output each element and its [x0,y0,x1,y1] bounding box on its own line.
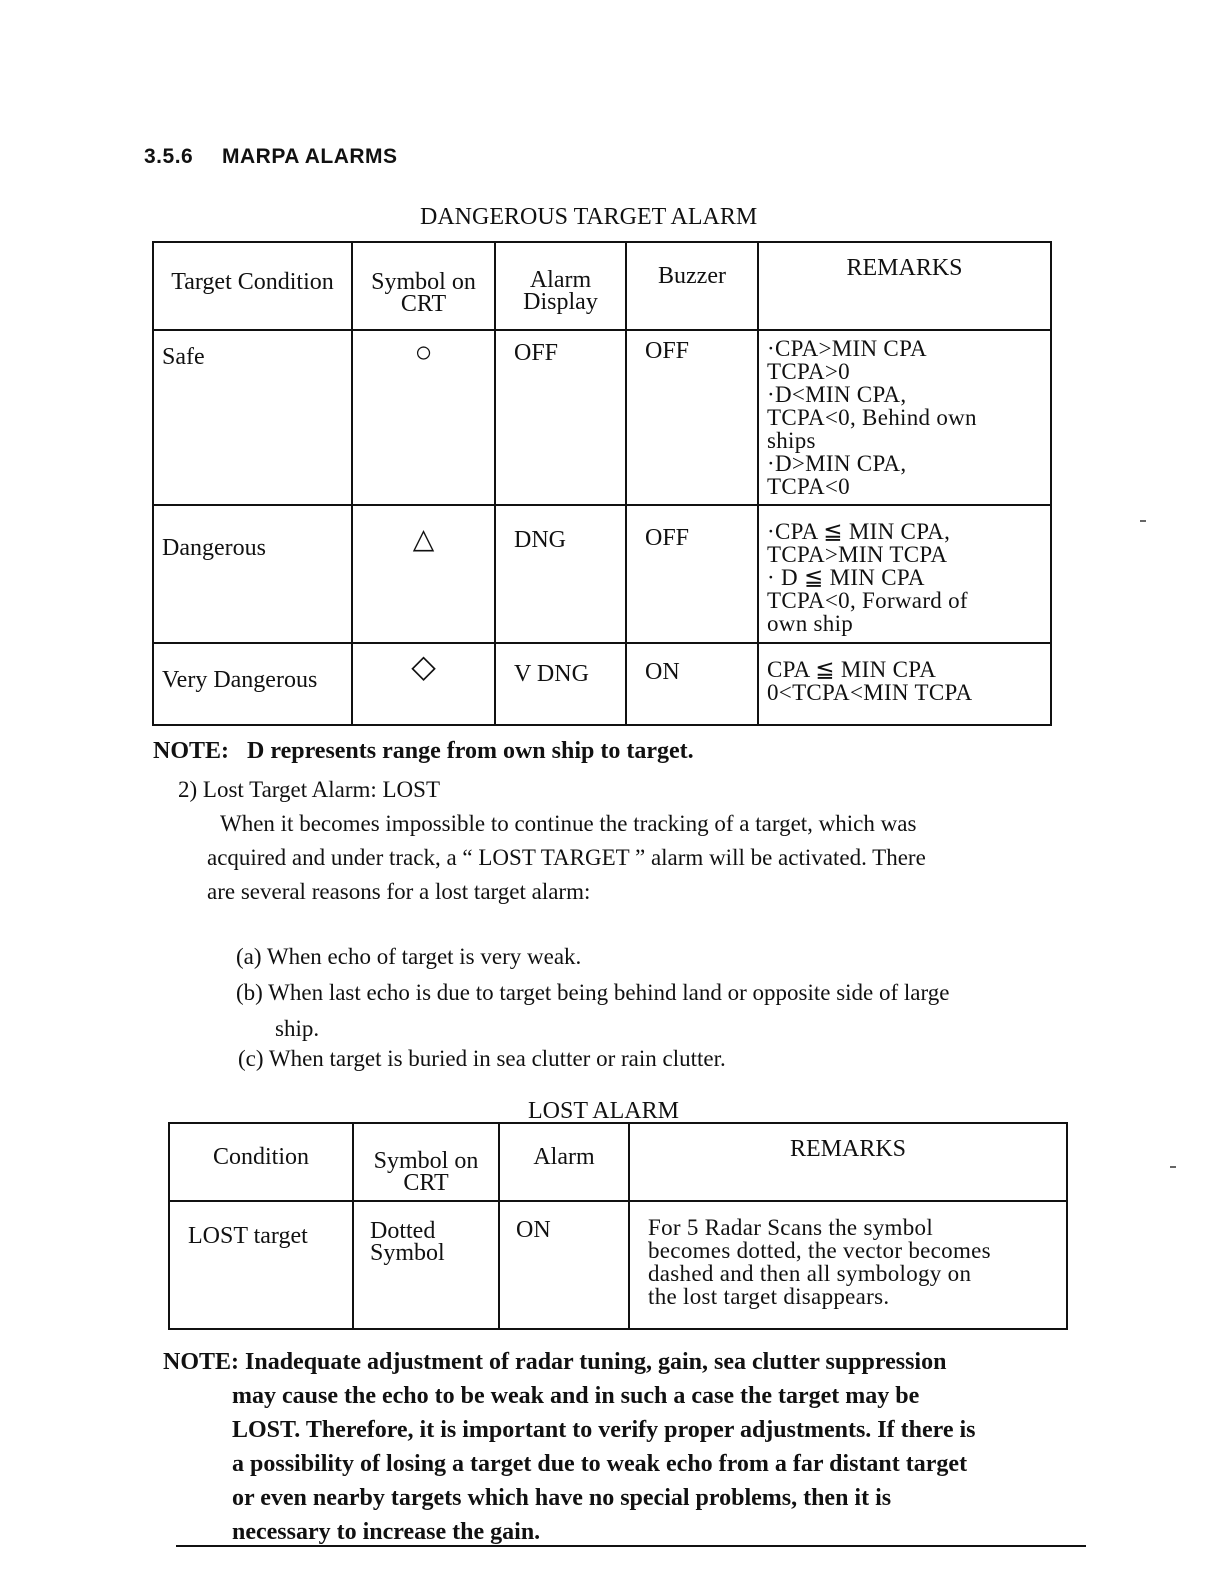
section-number: 3.5.6 [144,145,194,168]
note-text: D represents range from own ship to target. [247,738,694,764]
row-buzzer: OFF [626,330,758,505]
remark-line: ·CPA ≦ MIN CPA, [767,519,951,544]
remark-line: TCPA>MIN TCPA [767,542,948,567]
header-buzzer: Buzzer [626,242,758,330]
remark-line: ships [767,428,816,453]
header-symbol: Symbol on CRT [353,1123,499,1201]
lost-table-caption: LOST ALARM [528,1098,679,1124]
remark-line: ·CPA>MIN CPA [767,336,927,361]
row-alarm: DNG [495,505,626,643]
note-range [153,738,694,765]
header-target-condition: Target Condition [153,242,352,330]
remark-line: ·D<MIN CPA, [767,382,907,407]
row-alarm: V DNG [495,643,626,725]
paragraph-line: acquired and under track, a “ LOST TARGET ” alarm will be activated. There [207,845,926,870]
row-remarks [629,1201,1067,1329]
list-item: ship. [275,1016,320,1041]
header-condition: Condition [169,1123,353,1201]
circle-icon: ○ [352,330,495,505]
section-title: MARPA ALARMS [222,145,398,168]
scan-mark [1170,1166,1176,1168]
header-remarks: REMARKS [629,1123,1067,1201]
scan-mark [1140,520,1146,522]
note-line: a possibility of losing a target due to weak echo from a far distant target [232,1451,968,1477]
remark-line: CPA ≦ MIN CPA [767,657,937,682]
dangerous-table-caption: DANGEROUS TARGET ALARM [420,204,758,230]
remark-line: TCPA<0, Forward of [767,588,968,613]
remark-line: TCPA<0, Behind own [767,405,977,430]
row-remarks [758,330,1051,505]
list-item: (a) When echo of target is very weak. [236,944,582,969]
remark-line: ·D>MIN CPA, [767,451,907,476]
row-condition: Very Dangerous [153,643,352,725]
remark-line: becomes dotted, the vector becomes [648,1238,991,1263]
header-alarm: Alarm [499,1123,629,1201]
row-condition: Dangerous [153,505,352,643]
remark-line: TCPA<0 [767,474,850,499]
note-line: Inadequate adjustment of radar tuning, gain, sea clutter suppression [245,1349,947,1375]
header-remarks: REMARKS [758,242,1051,330]
remark-line: the lost target disappears. [648,1284,890,1309]
remark-line: 0<TCPA<MIN TCPA [767,680,973,705]
note-label: NOTE: [153,738,230,764]
remark-line: TCPA>0 [767,359,850,384]
note-adjustment [163,1344,946,1380]
header-alarm-display: Alarm Display [495,242,626,330]
row-buzzer: ON [626,643,758,725]
row-buzzer: OFF [626,505,758,643]
note-line: necessary to increase the gain. [232,1519,541,1545]
table-header-row [169,1123,1067,1201]
row-alarm: ON [499,1201,629,1329]
bottom-rule [176,1545,1086,1547]
list-item: (b) When last echo is due to target being behind land or opposite side of large [236,980,950,1005]
row-remarks [758,643,1051,725]
table-row [153,643,1051,725]
row-condition: Safe [153,330,352,505]
paragraph-line: are several reasons for a lost target alarm: [207,879,591,904]
table-header-row [153,242,1051,330]
lost-target-title: 2) Lost Target Alarm: LOST [178,777,441,802]
row-alarm: OFF [495,330,626,505]
remark-line: For 5 Radar Scans the symbol [648,1215,934,1240]
note-line: or even nearby targets which have no special problems, then it is [232,1485,892,1511]
row-symbol [353,1201,499,1329]
row-remarks [758,505,1051,643]
note-line: may cause the echo to be weak and in such a case the target may be [232,1383,920,1409]
remark-line: · D ≦ MIN CPA [767,565,925,590]
symbol-line: Symbol [370,1240,445,1266]
header-symbol: Symbol on CRT [352,242,495,330]
triangle-icon: △ [352,505,495,643]
remark-line: own ship [767,611,854,636]
paragraph-line: When it becomes impossible to continue the tracking of a target, which was [220,811,917,836]
table-row [169,1201,1067,1329]
dangerous-target-table [152,241,1052,726]
row-condition: LOST target [169,1201,353,1329]
list-item: (c) When target is buried in sea clutter or rain clutter. [238,1046,726,1071]
diamond-icon: ◇ [352,643,495,725]
section-heading [144,145,398,169]
lost-alarm-table [168,1122,1068,1330]
table-row [153,330,1051,505]
symbol-line: Dotted [370,1218,436,1244]
note-label: NOTE: [163,1349,240,1375]
table-row [153,505,1051,643]
remark-line: dashed and then all symbology on [648,1261,972,1286]
note-line: LOST. Therefore, it is important to verify proper adjustments. If there is [232,1417,976,1443]
